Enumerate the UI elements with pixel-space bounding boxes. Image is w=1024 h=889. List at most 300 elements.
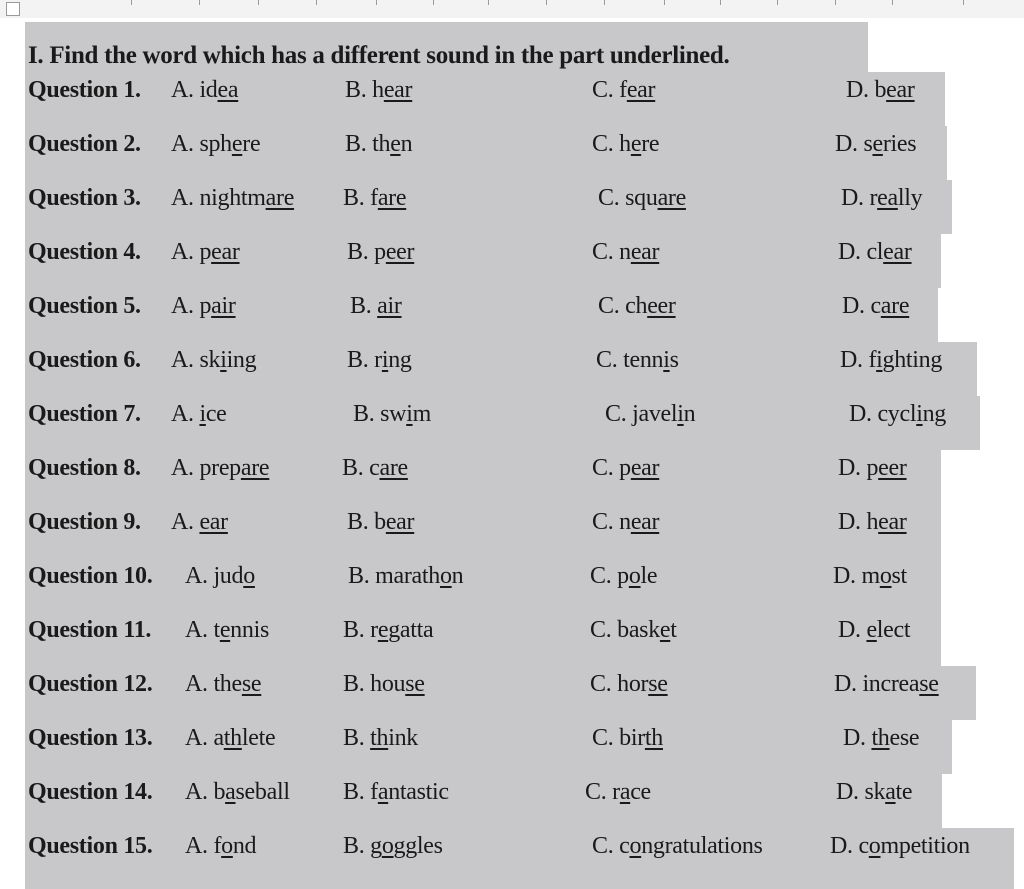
option-letter: C. <box>592 239 614 265</box>
option-underlined-part: i <box>381 347 389 373</box>
option-underlined-part: ear <box>886 77 915 103</box>
answer-option-d <box>849 401 946 428</box>
option-word-start: bir <box>619 725 645 751</box>
ruler-tick <box>258 0 259 5</box>
option-letter: B. <box>343 185 365 211</box>
option-letter: D. <box>838 455 861 481</box>
option-word-end: lly <box>897 185 923 211</box>
ruler <box>0 0 1024 19</box>
option-underlined-part: o <box>629 833 642 859</box>
option-word-start: p <box>866 455 879 481</box>
option-underlined-part: e <box>231 131 243 157</box>
option-word-end: ce <box>205 401 227 427</box>
option-word-start: b <box>213 779 226 805</box>
option-underlined-part: i <box>876 347 883 373</box>
option-word-start: sk <box>199 347 221 373</box>
question-label: Question 4. <box>28 239 141 265</box>
selection-highlight <box>25 612 941 666</box>
option-letter: B. <box>343 833 365 859</box>
option-word-start: r <box>612 779 620 805</box>
option-word-start: tenn <box>623 347 664 373</box>
option-word-start: r <box>370 617 378 643</box>
question-label: Question 7. <box>28 401 141 427</box>
question-label: Question 6. <box>28 347 141 373</box>
option-word-start: r <box>374 347 382 373</box>
option-letter: C. <box>590 563 612 589</box>
answer-option-c <box>590 671 668 698</box>
selection-highlight <box>25 288 938 342</box>
option-underlined-part: ear <box>383 77 413 103</box>
option-word-start: m <box>861 563 880 589</box>
option-word-end: re <box>641 131 660 157</box>
option-underlined-part: o <box>243 563 255 589</box>
option-word-start: p <box>199 239 212 265</box>
option-underlined-part: e <box>659 617 671 643</box>
answer-option-a <box>171 509 228 536</box>
option-underlined-part: o <box>628 563 641 589</box>
option-underlined-part: ear <box>883 239 912 265</box>
option-letter: A. <box>171 509 194 535</box>
ruler-tick <box>316 0 317 5</box>
selection-highlight <box>25 720 952 774</box>
option-underlined-part: are <box>657 185 686 211</box>
option-underlined-part: o <box>221 833 233 859</box>
option-word-start: jud <box>213 563 244 589</box>
exercise-heading: I. Find the word which has a different sound in the part underlined. <box>28 42 730 69</box>
option-word-end: ink <box>388 725 418 751</box>
option-word-end: ries <box>882 131 917 157</box>
option-underlined-part: are <box>240 455 270 481</box>
option-underlined-part: ear <box>199 509 228 535</box>
option-underlined-part: a <box>619 779 631 805</box>
option-word-start: p <box>617 563 629 589</box>
selection-highlight <box>25 72 945 126</box>
option-word-start: f <box>619 77 627 103</box>
answer-option-c <box>592 509 659 536</box>
answer-option-d <box>834 671 939 698</box>
answer-option-a <box>171 401 227 428</box>
option-word-start: ch <box>625 293 648 319</box>
option-word-end: m <box>412 401 431 427</box>
option-letter: D. <box>841 185 864 211</box>
option-underlined-part: a <box>377 779 389 805</box>
answer-option-b <box>343 185 406 212</box>
question-label: Question 8. <box>28 455 141 481</box>
answer-option-c <box>598 293 676 320</box>
option-underlined-part: th <box>370 725 389 751</box>
option-word-start: sw <box>380 401 407 427</box>
option-word-start: c <box>619 833 630 859</box>
option-word-start: sph <box>199 131 232 157</box>
ruler-tick <box>720 0 721 5</box>
ruler-tick <box>199 0 200 5</box>
selection-highlight <box>25 396 980 450</box>
option-letter: B. <box>343 617 365 643</box>
option-letter: A. <box>185 617 208 643</box>
selection-highlight <box>25 774 942 828</box>
option-word-start: squ <box>625 185 658 211</box>
option-underlined-part: are <box>880 293 910 319</box>
option-underlined-part: a <box>225 779 236 805</box>
option-letter: D. <box>835 131 858 157</box>
option-letter: A. <box>171 239 194 265</box>
question-label: Question 9. <box>28 509 141 535</box>
option-letter: C. <box>592 77 614 103</box>
ruler-tick <box>131 0 132 5</box>
option-underlined-part: th <box>223 725 242 751</box>
option-underlined-part: are <box>379 455 408 481</box>
answer-option-d <box>838 509 907 536</box>
option-word-end: ing <box>226 347 257 373</box>
option-letter: C. <box>590 671 612 697</box>
option-letter: A. <box>171 77 194 103</box>
answer-option-a <box>185 725 275 752</box>
answer-option-d <box>836 779 912 806</box>
option-letter: D. <box>840 347 863 373</box>
option-word-end: n <box>400 131 413 157</box>
answer-option-d <box>838 455 907 482</box>
answer-option-c <box>590 617 677 644</box>
option-word-start: id <box>199 77 218 103</box>
option-letter: A. <box>171 401 194 427</box>
option-word-end: mpetition <box>880 833 970 859</box>
option-word-end: lect <box>876 617 911 643</box>
option-word-end: te <box>895 779 913 805</box>
option-underlined-part: i <box>220 347 227 373</box>
answer-option-c <box>592 77 655 104</box>
option-letter: B. <box>350 293 372 319</box>
answer-option-b <box>347 239 414 266</box>
ruler-tick <box>963 0 964 5</box>
answer-option-d <box>838 617 910 644</box>
option-letter: B. <box>343 671 365 697</box>
option-letter: C. <box>592 131 614 157</box>
option-word-start: hou <box>370 671 406 697</box>
option-underlined-part: are <box>265 185 295 211</box>
option-word-end: ce <box>630 779 651 805</box>
answer-option-a <box>185 833 256 860</box>
option-letter: D. <box>830 833 853 859</box>
option-underlined-part: o <box>381 833 394 859</box>
selection-highlight <box>25 450 941 504</box>
option-word-start: p <box>374 239 386 265</box>
question-label: Question 5. <box>28 293 141 319</box>
option-word-start: p <box>199 293 212 319</box>
ruler-tick <box>604 0 605 5</box>
question-label: Question 12. <box>28 671 153 697</box>
option-underlined-part: ear <box>626 77 656 103</box>
option-underlined-part: eer <box>647 293 676 319</box>
option-word-end: nnis <box>230 617 269 643</box>
answer-option-b <box>345 77 412 104</box>
option-word-start: cl <box>866 239 884 265</box>
answer-option-d <box>835 131 916 158</box>
option-underlined-part: e <box>390 131 401 157</box>
answer-option-c <box>585 779 651 806</box>
option-letter: A. <box>171 185 194 211</box>
option-underlined-part: se <box>919 671 939 697</box>
option-word-start: th <box>372 131 391 157</box>
option-word-end: ese <box>889 725 920 751</box>
answer-option-b <box>347 347 412 374</box>
option-underlined-part: e <box>630 131 642 157</box>
question-label: Question 15. <box>28 833 153 859</box>
answer-option-c <box>592 131 659 158</box>
option-underlined-part: ear <box>630 239 660 265</box>
option-letter: A. <box>185 833 208 859</box>
document-page[interactable] <box>0 18 1024 889</box>
answer-option-d <box>840 347 942 374</box>
option-underlined-part: se <box>241 671 262 697</box>
option-word-end: seball <box>235 779 290 805</box>
answer-option-b <box>353 401 431 428</box>
ruler-tick <box>664 0 665 5</box>
selection-highlight <box>25 504 941 558</box>
ruler-tick <box>433 0 434 5</box>
option-word-start: h <box>866 509 879 535</box>
option-underlined-part: ea <box>877 185 898 211</box>
option-underlined-part: ear <box>385 509 415 535</box>
ruler-tick <box>546 0 547 5</box>
option-word-start: f <box>868 347 877 373</box>
selection-highlight <box>25 234 941 288</box>
option-letter: D. <box>838 239 861 265</box>
option-letter: A. <box>185 725 208 751</box>
option-word-start: h <box>619 131 631 157</box>
option-word-end: st <box>891 563 907 589</box>
option-letter: A. <box>185 671 208 697</box>
option-letter: A. <box>171 293 194 319</box>
answer-option-a <box>171 239 240 266</box>
option-word-start: marath <box>375 563 440 589</box>
option-underlined-part: ear <box>630 509 660 535</box>
option-word-end: t <box>670 617 677 643</box>
option-word-end: s <box>669 347 679 373</box>
option-underlined-part: o <box>879 563 892 589</box>
indent-marker[interactable] <box>6 2 20 16</box>
option-underlined-part: air <box>377 293 402 319</box>
option-underlined-part: e <box>872 131 883 157</box>
answer-option-d <box>842 293 909 320</box>
option-underlined-part: eer <box>878 455 907 481</box>
answer-option-d <box>830 833 970 860</box>
option-word-start: sk <box>864 779 886 805</box>
option-letter: B. <box>343 779 365 805</box>
question-label: Question 2. <box>28 131 141 157</box>
question-label: Question 1. <box>28 77 141 103</box>
answer-option-a <box>171 293 236 320</box>
option-word-end: ghting <box>882 347 943 373</box>
option-underlined-part: i <box>199 401 206 427</box>
option-underlined-part: se <box>405 671 425 697</box>
option-letter: A. <box>171 347 194 373</box>
answer-option-a <box>185 779 290 806</box>
option-word-start: b <box>374 509 386 535</box>
option-letter: C. <box>598 293 620 319</box>
option-word-start: bask <box>617 617 660 643</box>
option-underlined-part: ear <box>630 455 660 481</box>
option-word-start: f <box>370 779 378 805</box>
option-underlined-part: i <box>916 401 923 427</box>
option-letter: B. <box>345 77 367 103</box>
option-letter: C. <box>598 185 620 211</box>
option-letter: A. <box>171 131 194 157</box>
answer-option-a <box>171 131 260 158</box>
option-letter: B. <box>347 347 369 373</box>
option-word-start: s <box>863 131 873 157</box>
option-letter: B. <box>347 239 369 265</box>
option-word-start: h <box>372 77 384 103</box>
answer-option-a <box>185 563 255 590</box>
option-word-start: prep <box>199 455 241 481</box>
option-letter: B. <box>342 455 364 481</box>
option-letter: B. <box>343 725 365 751</box>
option-underlined-part: o <box>868 833 881 859</box>
option-letter: C. <box>605 401 627 427</box>
option-word-start: increa <box>862 671 920 697</box>
option-underlined-part: e <box>866 617 877 643</box>
option-underlined-part: e <box>219 617 231 643</box>
answer-option-b <box>348 563 463 590</box>
option-underlined-part: th <box>644 725 663 751</box>
option-letter: A. <box>171 455 194 481</box>
option-word-start: f <box>213 833 222 859</box>
option-underlined-part: i <box>663 347 670 373</box>
answer-option-b <box>347 509 414 536</box>
option-letter: B. <box>353 401 375 427</box>
answer-option-a <box>185 617 269 644</box>
answer-option-a <box>171 77 238 104</box>
option-underlined-part: i <box>677 401 684 427</box>
question-label: Question 13. <box>28 725 153 751</box>
option-underlined-part: ear <box>878 509 907 535</box>
option-word-start: c <box>369 455 380 481</box>
option-word-start: n <box>619 509 631 535</box>
option-letter: D. <box>838 617 861 643</box>
option-word-end: le <box>640 563 658 589</box>
answer-option-b <box>343 725 418 752</box>
answer-option-c <box>590 563 657 590</box>
option-word-end: ggles <box>393 833 443 859</box>
answer-option-b <box>343 779 449 806</box>
option-word-end: ngratulations <box>641 833 763 859</box>
answer-option-a <box>185 671 261 698</box>
option-word-end: gatta <box>388 617 434 643</box>
answer-option-a <box>171 455 269 482</box>
selection-highlight <box>25 126 947 180</box>
option-word-end: ntastic <box>388 779 449 805</box>
option-underlined-part: ear <box>211 239 240 265</box>
option-letter: D. <box>842 293 865 319</box>
selection-highlight <box>25 342 977 396</box>
option-letter: B. <box>347 509 369 535</box>
option-word-start: hor <box>617 671 649 697</box>
selection-highlight <box>25 558 941 612</box>
question-label: Question 3. <box>28 185 141 211</box>
option-letter: C. <box>592 455 614 481</box>
answer-option-b <box>343 671 425 698</box>
option-letter: D. <box>838 509 861 535</box>
answer-option-b <box>342 455 408 482</box>
answer-option-b <box>343 617 433 644</box>
option-word-start: cycl <box>877 401 917 427</box>
option-letter: C. <box>592 833 614 859</box>
option-underlined-part: a <box>885 779 896 805</box>
answer-option-c <box>592 833 763 860</box>
option-letter: D. <box>843 725 866 751</box>
answer-option-a <box>171 347 256 374</box>
option-word-start: javel <box>632 401 678 427</box>
option-word-start: g <box>370 833 382 859</box>
question-label: Question 11. <box>28 617 152 643</box>
option-letter: D. <box>834 671 857 697</box>
option-underlined-part: th <box>871 725 890 751</box>
option-underlined-part: ea <box>217 77 239 103</box>
option-word-start: n <box>619 239 631 265</box>
ruler-tick <box>376 0 377 5</box>
option-letter: C. <box>592 509 614 535</box>
option-word-end: ng <box>922 401 946 427</box>
selection-highlight <box>25 180 952 234</box>
answer-option-b <box>345 131 412 158</box>
question-label: Question 14. <box>28 779 153 805</box>
option-letter: D. <box>833 563 856 589</box>
question-label: Question 10. <box>28 563 153 589</box>
option-word-start: b <box>874 77 887 103</box>
answer-option-b <box>343 833 443 860</box>
ruler-tick <box>777 0 778 5</box>
option-word-start: c <box>870 293 881 319</box>
option-word-end: n <box>683 401 696 427</box>
option-letter: A. <box>185 563 208 589</box>
option-letter: D. <box>846 77 869 103</box>
option-word-end: nd <box>232 833 257 859</box>
option-word-start: f <box>370 185 378 211</box>
option-word-end: ng <box>388 347 412 373</box>
option-underlined-part: o <box>439 563 452 589</box>
option-word-start: a <box>213 725 224 751</box>
ruler-tick <box>488 0 489 5</box>
option-word-end: n <box>451 563 464 589</box>
option-letter: C. <box>596 347 618 373</box>
option-word-start: p <box>619 455 631 481</box>
answer-option-d <box>838 239 912 266</box>
answer-option-c <box>592 725 663 752</box>
answer-option-c <box>596 347 679 374</box>
answer-option-c <box>605 401 695 428</box>
option-letter: A. <box>185 779 208 805</box>
option-letter: C. <box>592 725 614 751</box>
option-letter: D. <box>836 779 859 805</box>
option-letter: B. <box>345 131 367 157</box>
option-underlined-part: eer <box>385 239 415 265</box>
ruler-tick <box>892 0 893 5</box>
answer-option-c <box>592 455 659 482</box>
option-word-start: nightm <box>199 185 266 211</box>
option-word-start: t <box>213 617 220 643</box>
answer-option-b <box>350 293 402 320</box>
answer-option-c <box>598 185 686 212</box>
ruler-tick <box>835 0 836 5</box>
answer-option-d <box>843 725 919 752</box>
option-word-end: re <box>242 131 261 157</box>
answer-option-d <box>846 77 915 104</box>
option-letter: D. <box>849 401 872 427</box>
answer-option-d <box>841 185 922 212</box>
option-underlined-part: i <box>406 401 413 427</box>
answer-option-a <box>171 185 294 212</box>
answer-option-d <box>833 563 907 590</box>
